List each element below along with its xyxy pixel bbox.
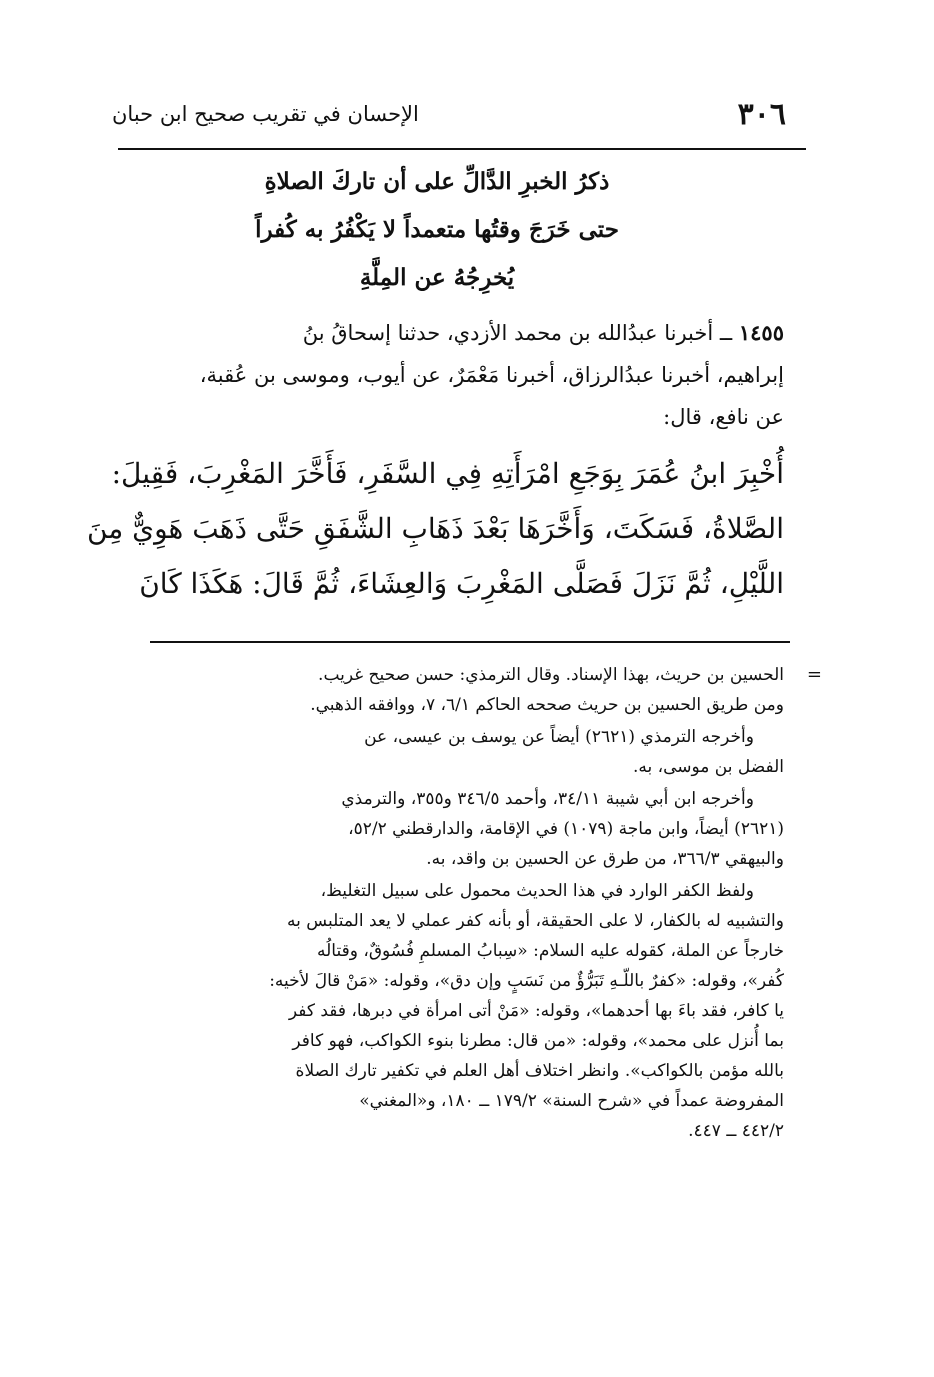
hadith-chain-line: عن نافع، قال: — [663, 405, 784, 429]
footnote-line: يا كافر، فقد باءَ بها أحدهما»، وقوله: «مَنْ أتى امرأة في دبرها، فقد كفر — [288, 1001, 784, 1021]
chapter-heading-line: يُخرِجُهُ عن المِلَّةِ — [359, 264, 515, 291]
footnote-line: الحسين بن حريث، بهذا الإسناد. وقال الترمذي: حسن صحيح غريب. — [318, 665, 784, 685]
page-header — [112, 92, 786, 136]
footnote-line: المفروضة عمداً في «شرح السنة» ١٧٩/٢ ــ ١٨٠، و«المغني» — [359, 1091, 784, 1111]
hadith-number: ١٤٥٥ — [738, 320, 784, 345]
footnote-paragraph — [118, 660, 822, 720]
chapter-heading — [240, 158, 634, 302]
footnote-line: ولفظ الكفر الوارد في هذا الحديث محمول على سبيل التغليظ، — [320, 881, 754, 901]
footnote-line: بما أُنزل على محمد»، وقوله: «من قال: مطرنا بنوء الكواكب، فهو كافر — [292, 1031, 784, 1051]
hadith-text-line: الصَّلاةُ، فَسَكَتَ، وَأَخَّرَهَا بَعْدَ ذَهَابِ الشَّفَقِ حَتَّى ذَهَبَ هَوِيٌّ مِنَ — [86, 512, 784, 545]
footnotes — [118, 660, 822, 1148]
hadith-chain-line: إبراهيم، أخبرنا عبدُالرزاق، أخبرنا مَعْمَرٌ، عن أيوب، وموسى بن عُقبة، — [199, 363, 784, 387]
page-number: ٣٠٦ — [737, 96, 786, 132]
footnote-line: وأخرجه الترمذي (٢٦٢١) أيضاً عن يوسف بن عيسى، عن — [364, 727, 754, 747]
footnote-continuation-mark: = — [806, 664, 822, 685]
footnote-line: (٢٦٢١) أيضاً، وابن ماجة (١٠٧٩) في الإقامة، والدارقطني ٥٢/٢، — [348, 819, 784, 839]
hadith-text — [86, 446, 784, 611]
hadith-chain-text: ــ أخبرنا عبدُالله بن محمد الأزدي، حدثنا إسحاقُ بنُ — [302, 321, 733, 345]
chapter-heading-line: ذكرُ الخبرِ الدَّالِّ على أن تاركَ الصلاةِ — [264, 168, 610, 195]
hadith-chain — [112, 312, 784, 438]
footnote-line: والبيهقي ٣٦٦/٣، من طرق عن الحسين بن واقد، به. — [426, 849, 784, 869]
footnote-line: بالله مؤمن بالكواكب». وانظر اختلاف أهل العلم في تكفير تارك الصلاة — [295, 1061, 784, 1081]
footnote-line: والتشبيه له بالكفار، لا على الحقيقة، أو بأنه كفر عملي لا يعد المتلبس به — [287, 911, 784, 931]
footnote-line: وأخرجه ابن أبي شيبة ٣٤/١١، وأحمد ٣٤٦/٥ و٣٥٥، والترمذي — [341, 789, 754, 809]
footnote-paragraph — [118, 722, 784, 782]
running-title: الإحسان في تقريب صحيح ابن حبان — [112, 102, 419, 126]
hadith-chain-line — [112, 312, 784, 354]
header-divider — [118, 148, 806, 150]
footnote-line: ومن طريق الحسين بن حريث صححه الحاكم ٦/١، ٧، ووافقه الذهبي. — [310, 695, 784, 715]
chapter-heading-line: حتى خَرَجَ وقتُها متعمداً لا يَكْفُرُ به كُفراً — [255, 216, 619, 243]
footnote-line: الفضل بن موسى، به. — [632, 757, 784, 777]
footnote-line: ٤٤٢/٢ ــ ٤٤٧. — [688, 1121, 784, 1141]
footnote-line: خارجاً عن الملة، كقوله عليه السلام: «سِبابُ المسلمِ فُسُوقٌ، وقتالُه — [316, 941, 784, 961]
footnote-paragraph — [118, 876, 784, 1146]
hadith-text-line: أُخْبِرَ ابنُ عُمَرَ بِوَجَعِ امْرَأَتِهِ فِي السَّفَرِ، فَأَخَّرَ المَغْرِبَ، فَقِيلَ: — [111, 457, 784, 490]
footnote-paragraph — [118, 784, 784, 874]
hadith-text-line: اللَّيْلِ، ثُمَّ نَزَلَ فَصَلَّى المَغْرِبَ وَالعِشَاءَ، ثُمَّ قَالَ: هَكَذَا كَانَ — [139, 567, 784, 600]
footnote-divider — [150, 641, 790, 643]
footnote-line: كُفر»، وقوله: «كفرٌ باللّـهِ تَبَرُّؤٌ من نَسَبٍ وإن دق»، وقوله: «مَنْ قالَ لأخيه: — [269, 971, 784, 991]
